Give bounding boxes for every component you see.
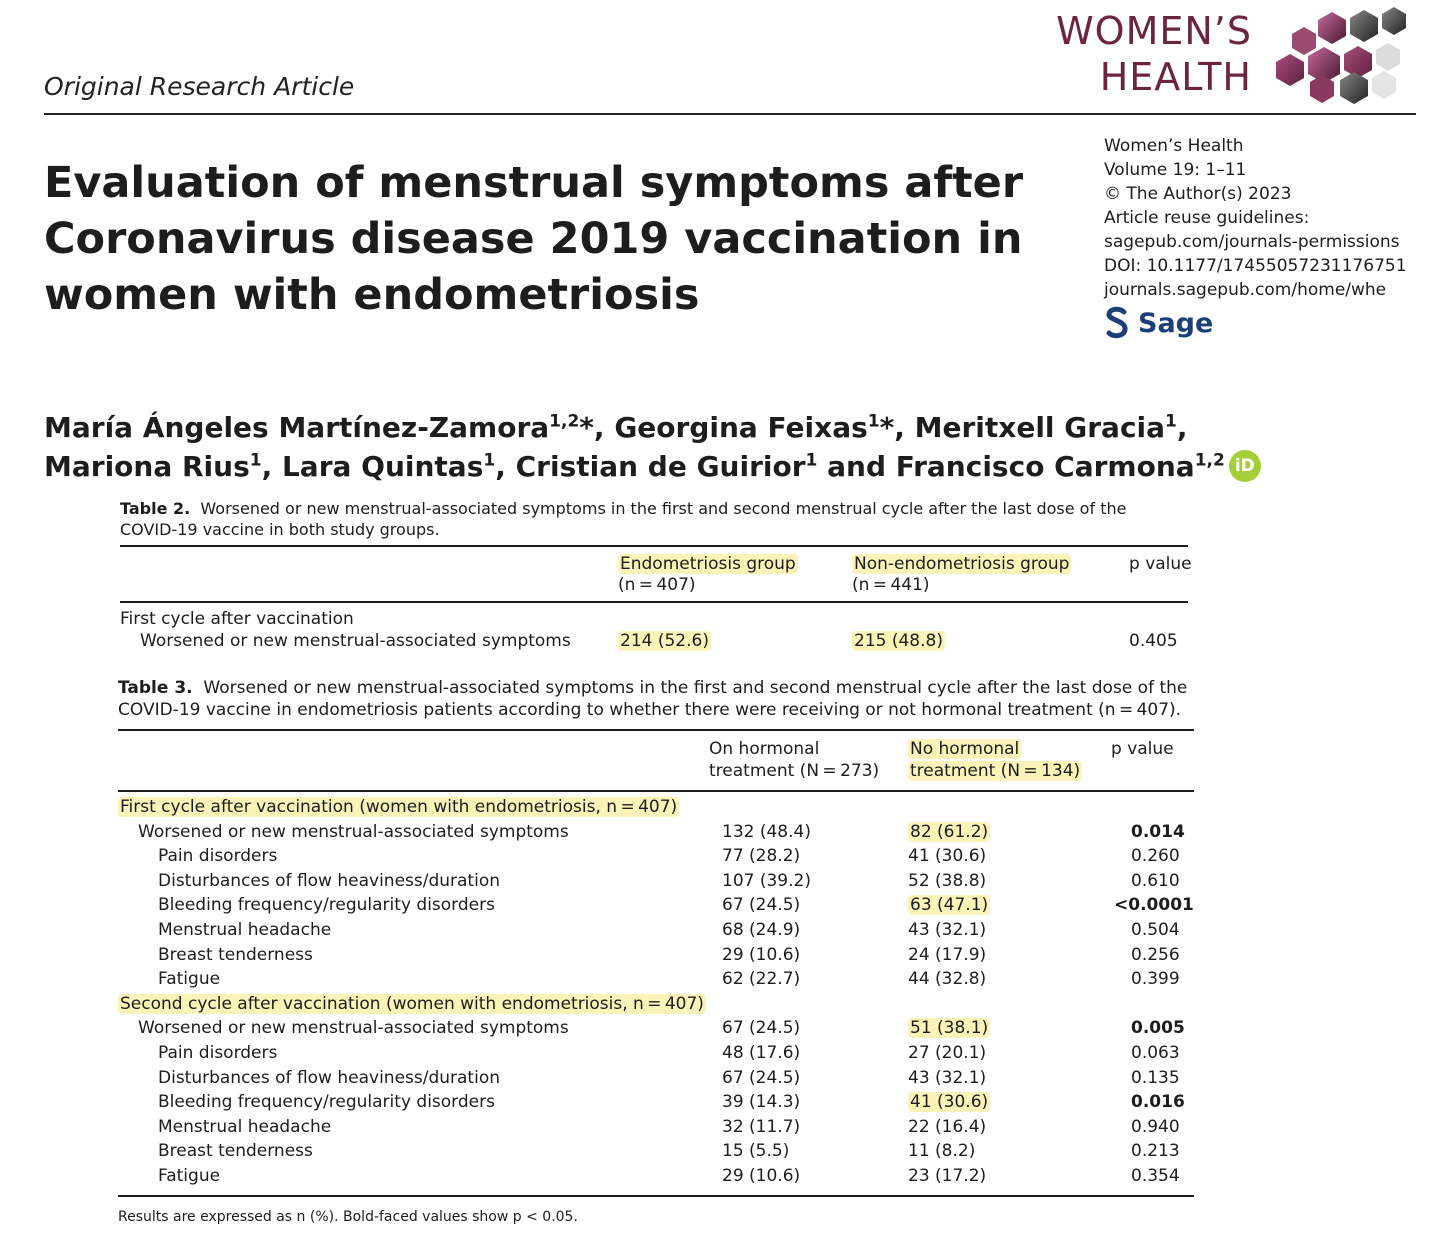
table3-row-label: Disturbances of flow heaviness/duration <box>158 1067 501 1088</box>
table3-row-col1: 67 (24.5) <box>722 1067 801 1088</box>
table3-row-p: 0.260 <box>1131 846 1180 867</box>
meta-reuse: Article reuse guidelines: <box>1104 208 1310 228</box>
table3-section-title-highlight: Second cycle after vaccination (women with endometriosis, n = 407) <box>120 993 704 1014</box>
meta-home-link[interactable]: journals.sagepub.com/home/whe <box>1104 280 1387 300</box>
table3-row-p: 0.504 <box>1131 920 1180 940</box>
author-name: Lara Quintas <box>281 450 484 483</box>
table3-row-p: 0.016 <box>1131 1092 1185 1113</box>
table3-caption-text: Worsened or new menstrual-associated symptoms in the first and second menstrual cycle after the last dose of the COVID-19 vaccine in endometriosis patients according to whether there were receiving or not hormonal treatment (n = 407). <box>118 678 1188 720</box>
table3-section-title <box>118 797 679 817</box>
table3-row-p: 0.610 <box>1131 870 1180 891</box>
sage-s-icon <box>1104 306 1130 340</box>
table3-row-col2 <box>908 895 990 915</box>
journal-logo <box>1052 8 1252 100</box>
table3-row-col1: 29 (10.6) <box>722 944 801 965</box>
author-separator: , <box>261 450 282 483</box>
table3-col2-header-b: treatment (N = 134) <box>910 761 1081 781</box>
table3-col1-header-b: treatment (N = 273) <box>709 761 880 781</box>
table3-row-col1: 32 (11.7) <box>722 1116 801 1137</box>
author-affiliation: 1,2 <box>549 411 580 432</box>
table3-row-label: Menstrual headache <box>158 1116 332 1137</box>
table3-row-col2: 41 (30.6) <box>908 846 987 867</box>
article-title: Evaluation of menstrual symptoms after Coronavirus disease 2019 vaccination in women with endometriosis <box>44 158 1024 320</box>
table3-row-col1: 77 (28.2) <box>722 846 801 867</box>
author-name: Meritxell Gracia <box>914 411 1166 444</box>
table3-row-label: Menstrual headache <box>158 920 332 940</box>
publisher-logo <box>1104 306 1213 340</box>
table2-row-col2: 215 (48.8) <box>854 631 943 651</box>
table2-col1-header: Endometriosis group <box>620 554 796 574</box>
table3-caption <box>118 677 1198 721</box>
table3-row-col2: 43 (32.1) <box>908 1067 987 1088</box>
table3-row-col2: 27 (20.1) <box>908 1043 987 1063</box>
article-type: Original Research Article <box>44 72 355 101</box>
table3-row-col2: 43 (32.1) <box>908 920 987 940</box>
table3-row-label: Worsened or new menstrual-associated symptoms <box>138 1018 569 1039</box>
table3-row-col2 <box>908 822 990 842</box>
table3-row-label: Worsened or new menstrual-associated symptoms <box>138 821 569 842</box>
author-affiliation: 1 <box>483 450 496 471</box>
author-affiliation: 1 <box>249 450 262 471</box>
journal-meta <box>1104 134 1424 302</box>
table2-col3-header: p value <box>1129 554 1192 574</box>
table3-section-title <box>118 994 706 1014</box>
table3-row-label: Breast tenderness <box>158 944 313 965</box>
author-affiliation: 1 <box>1165 411 1177 432</box>
table3-row-label: Fatigue <box>158 1166 221 1186</box>
table3-row-col2: 22 (16.4) <box>908 1116 987 1137</box>
author-affiliation: 1 <box>867 411 880 432</box>
table3-section-title-highlight: First cycle after vaccination (women with endometriosis, n = 407) <box>120 797 678 817</box>
table3-row-col2: 23 (17.2) <box>908 1166 987 1186</box>
table3-row-p: 0.940 <box>1131 1116 1180 1137</box>
table2-caption-text: Worsened or new menstrual-associated symptoms in the first and second menstrual cycle after the last dose of the COVID-19 vaccine in both study groups. <box>120 499 1127 539</box>
author-name: María Ángeles Martínez-Zamora <box>44 411 550 444</box>
table3-top-rule <box>118 729 1194 731</box>
table3-row-col1: 39 (14.3) <box>722 1092 801 1113</box>
meta-copyright: © The Author(s) 2023 <box>1104 184 1292 204</box>
table3-row-col2: 52 (38.8) <box>908 870 987 891</box>
table2-col1-n: (n = 407) <box>618 575 696 595</box>
table2-section-title: First cycle after vaccination <box>120 609 354 629</box>
author-affiliation: 1 <box>805 450 818 471</box>
table3-row-label: Breast tenderness <box>158 1141 313 1162</box>
table3-row-p: 0.063 <box>1131 1043 1180 1063</box>
meta-journal: Women’s Health <box>1104 136 1244 156</box>
table3-row-label: Fatigue <box>158 969 221 990</box>
table3-row-p: 0.005 <box>1131 1018 1185 1039</box>
table3-row-col2: 44 (32.8) <box>908 969 987 990</box>
table3-row-col2 <box>908 1092 990 1112</box>
table2-label: Table 2. <box>120 499 191 518</box>
table2-row-label: Worsened or new menstrual-associated symptoms <box>140 631 571 651</box>
author-separator: *, <box>879 411 915 444</box>
table3-row-col1: 107 (39.2) <box>722 870 811 891</box>
journal-logo-line1: WOMEN’S <box>1056 9 1252 53</box>
header-rule <box>44 113 1416 115</box>
table2-header-rule <box>120 601 1188 603</box>
table3-col1-header-a: On hormonal <box>709 739 820 759</box>
author-separator: , <box>1176 411 1188 444</box>
author-separator: *, <box>579 411 615 444</box>
table3-bottom-rule <box>118 1195 1194 1197</box>
table3-row-p: 0.135 <box>1131 1067 1180 1088</box>
table3-header-rule <box>118 790 1194 792</box>
table3-row-col2 <box>908 1018 990 1038</box>
table3-row-p: <0.0001 <box>1114 895 1194 916</box>
journal-hexagon-logo-icon <box>1270 4 1420 104</box>
table3-row-col1: 29 (10.6) <box>722 1166 801 1186</box>
table3-row-p: 0.256 <box>1131 944 1180 965</box>
table3-row-col2-highlight: 82 (61.2) <box>910 821 989 842</box>
table3-row-col1: 132 (48.4) <box>722 821 811 842</box>
table3-row-p: 0.354 <box>1131 1166 1180 1186</box>
table3-row-col1: 67 (24.5) <box>722 1018 801 1039</box>
journal-logo-line2: HEALTH <box>1099 55 1252 99</box>
author-separator: and <box>817 450 896 483</box>
table3-row-col1: 62 (22.7) <box>722 969 801 990</box>
publisher-name: Sage <box>1138 307 1214 339</box>
table3-row-label: Bleeding frequency/regularity disorders <box>158 1092 495 1113</box>
table2-top-rule <box>120 545 1188 547</box>
table3-row-col1: 68 (24.9) <box>722 920 801 940</box>
author-name: Mariona Rius <box>44 450 250 483</box>
author-name: Georgina Feixas <box>614 411 868 444</box>
author-name: Cristian de Guirior <box>515 450 806 483</box>
table2-col2-header: Non-endometriosis group <box>854 554 1070 574</box>
meta-permissions-link[interactable]: sagepub.com/journals-permissions <box>1104 232 1400 252</box>
table2-caption <box>120 498 1180 540</box>
orcid-icon[interactable]: iD <box>1229 450 1261 482</box>
author-name: Francisco Carmona <box>895 450 1195 483</box>
author-affiliation: 1,2 <box>1194 450 1225 471</box>
table3-row-col2: 11 (8.2) <box>908 1141 976 1162</box>
author-list <box>44 408 1424 486</box>
meta-doi[interactable]: DOI: 10.1177/17455057231176751 <box>1104 256 1407 276</box>
table3-row-col2-highlight: 41 (30.6) <box>910 1092 989 1113</box>
table3-row-p: 0.213 <box>1131 1141 1180 1162</box>
table3-row-label: Pain disorders <box>158 846 278 867</box>
table3-col2-header-a: No hormonal <box>910 739 1020 759</box>
table2-row-p: 0.405 <box>1129 631 1178 651</box>
table3-row-label: Bleeding frequency/regularity disorders <box>158 895 495 916</box>
table3-row-col1: 15 (5.5) <box>722 1141 790 1162</box>
table3-row-col2: 24 (17.9) <box>908 944 987 965</box>
table3-row-col1: 67 (24.5) <box>722 895 801 916</box>
table3-row-col2-highlight: 51 (38.1) <box>910 1018 989 1039</box>
author-separator: , <box>495 450 516 483</box>
table3-row-p: 0.399 <box>1131 969 1180 990</box>
table3-row-label: Disturbances of flow heaviness/duration <box>158 870 501 891</box>
table3-col3-header: p value <box>1111 739 1174 759</box>
table3-row-label: Pain disorders <box>158 1043 278 1063</box>
table3-footnote: Results are expressed as n (%). Bold-faced values show p < 0.05. <box>118 1209 578 1225</box>
table3-row-col1: 48 (17.6) <box>722 1043 801 1063</box>
table3-label: Table 3. <box>118 678 193 698</box>
meta-volume: Volume 19: 1–11 <box>1104 160 1247 180</box>
table3-row-p: 0.014 <box>1131 821 1185 842</box>
table2-row-col1: 214 (52.6) <box>620 631 709 651</box>
table3-row-col2-highlight: 63 (47.1) <box>910 895 989 916</box>
table2-col2-n: (n = 441) <box>852 575 930 595</box>
